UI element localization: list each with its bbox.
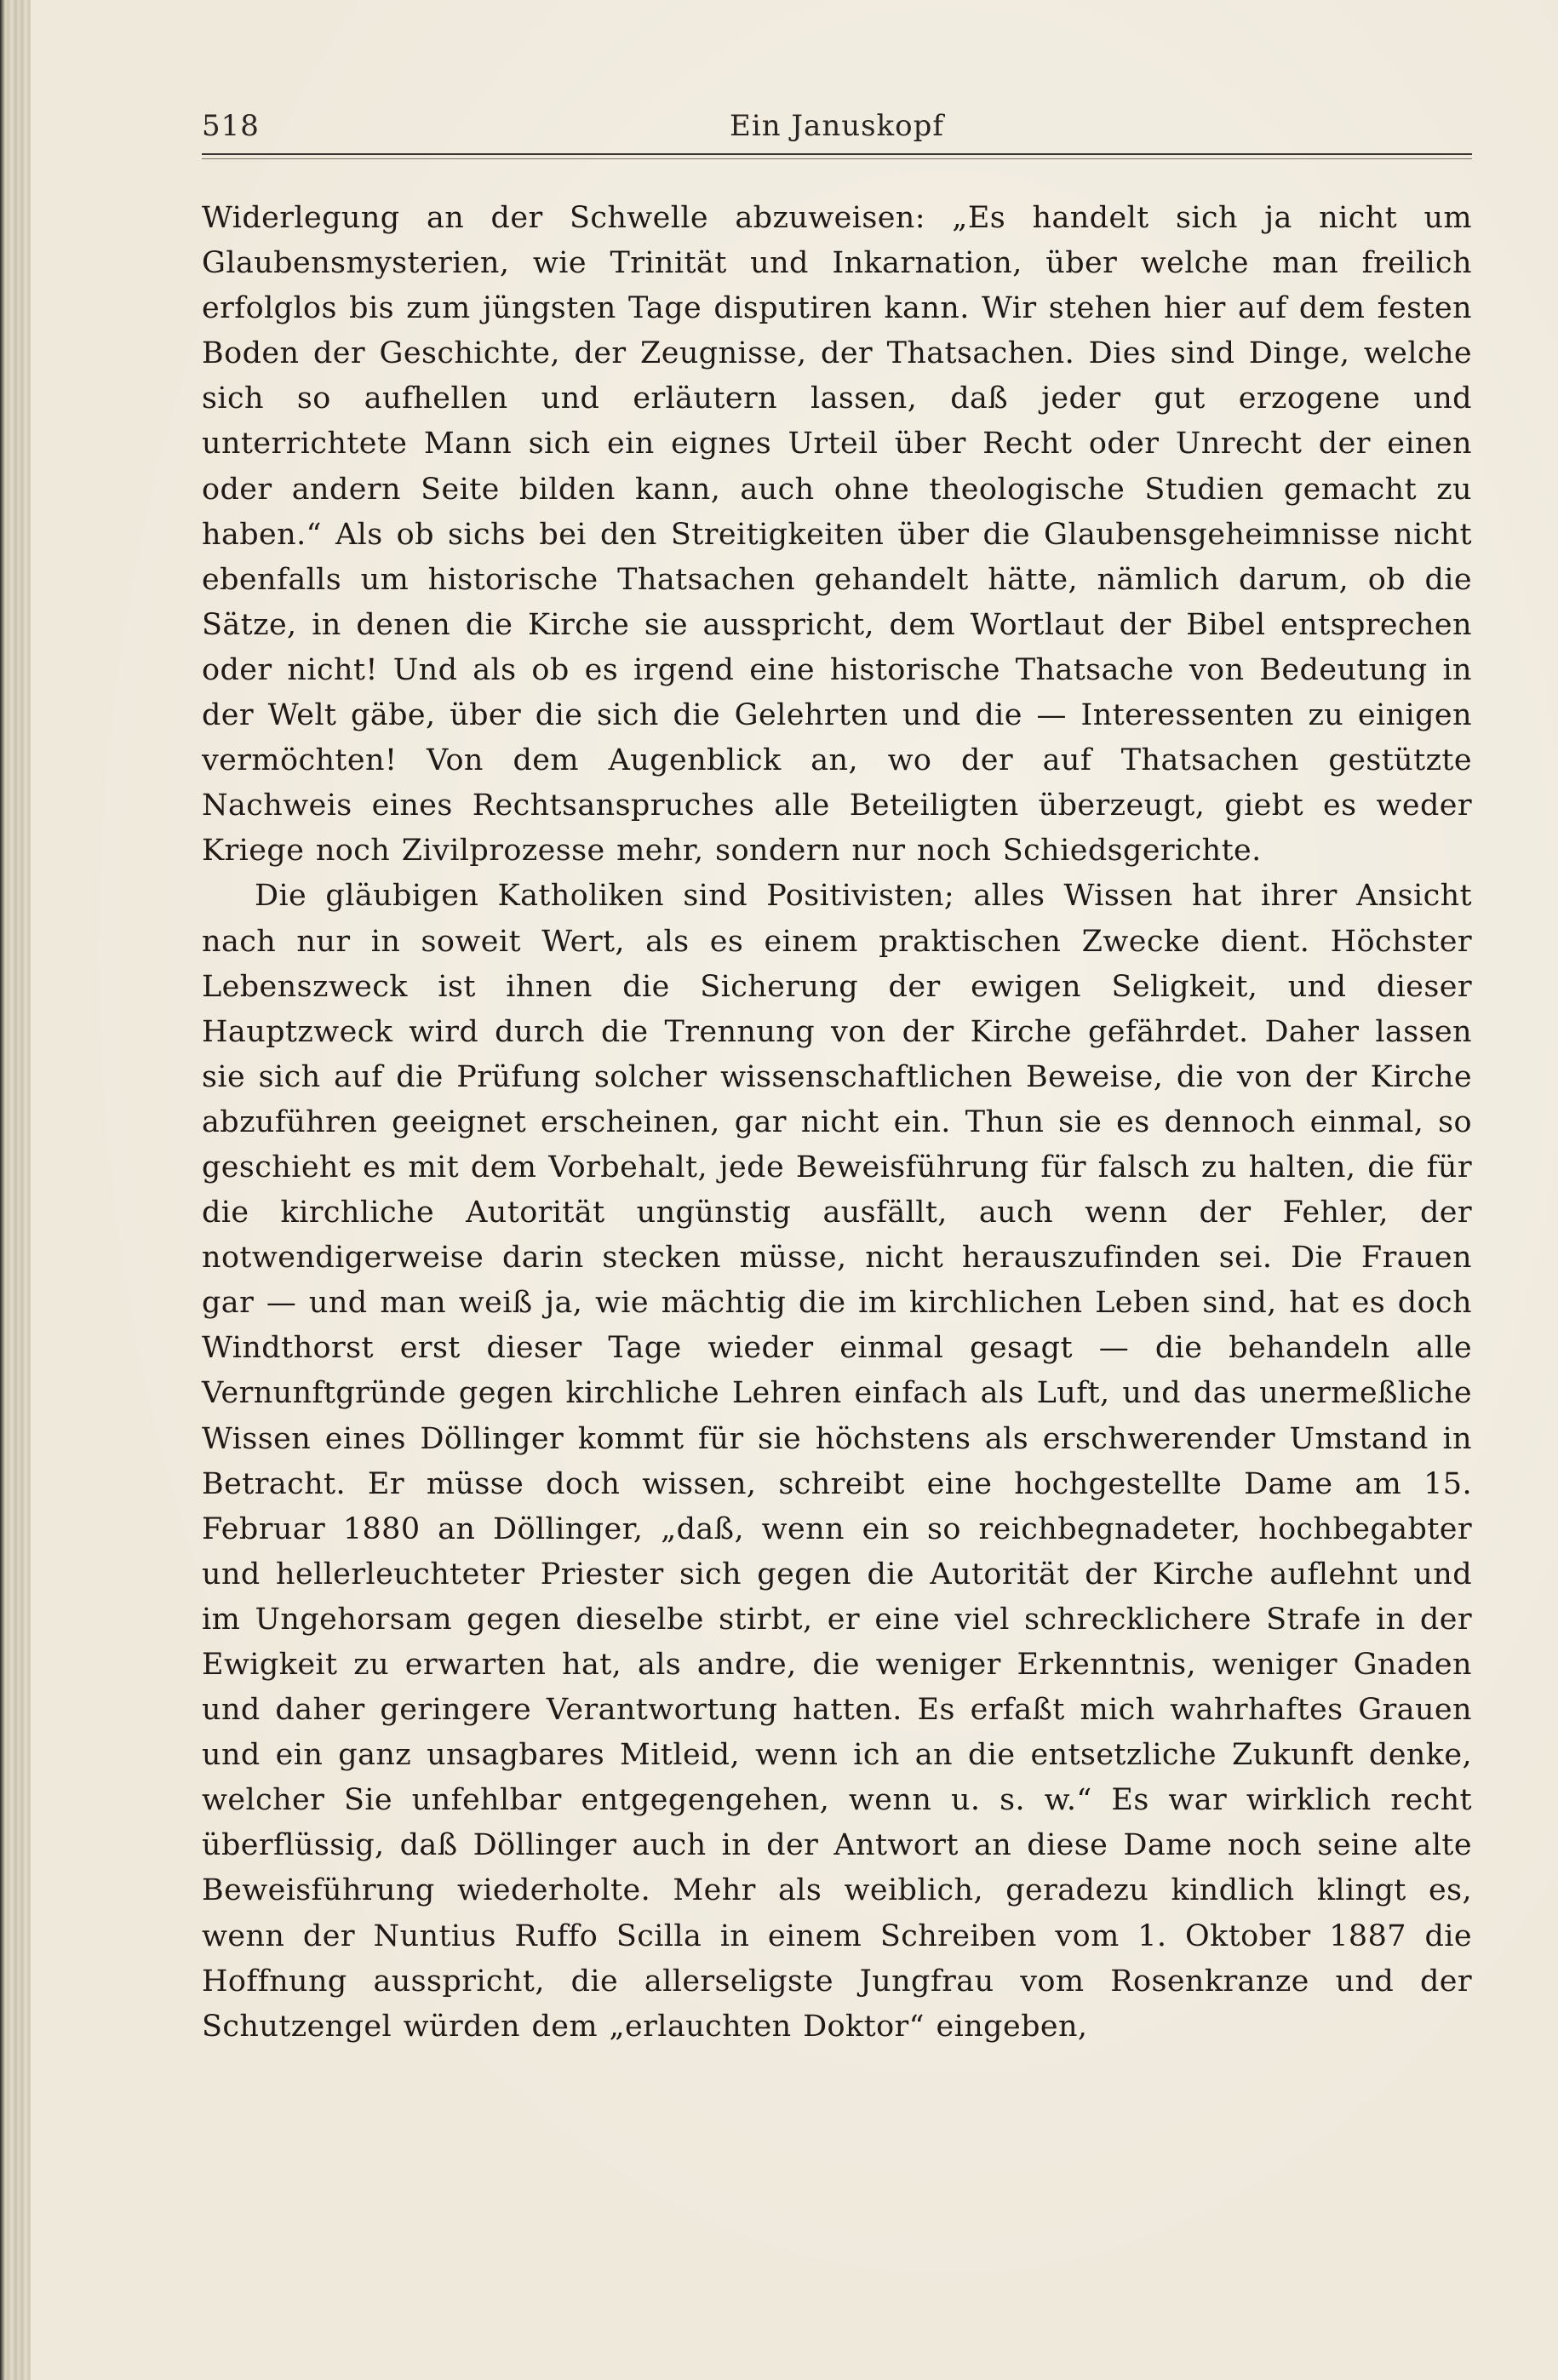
paragraph: Widerlegung an der Schwelle abzuweisen: „Es handelt sich ja nicht um Glaubensmysterien, wie Trinität und Inkarnation, über welche man freilich erfolglos bis zum jüngsten Tage disputiren kann. Wir stehen hier auf dem festen Boden der Geschichte, der Zeugnisse, der Thatsachen. Dies sind Dinge, welche sich so aufhellen und erläutern lassen, daß jeder gut erzogene und unterrichtete Mann sich ein eignes Urteil über Recht oder Unrecht der einen oder andern Seite bilden kann, auch ohne theologische Studien gemacht zu haben.“ Als ob sichs bei den Streitigkeiten über die Glaubensgeheimnisse nicht ebenfalls um historische Thatsachen gehandelt hätte, nämlich darum, ob die Sätze, in denen die Kirche sie ausspricht, dem Wortlaut der Bibel entsprechen oder nicht! Und als ob es irgend eine historische Thatsache von Bedeutung in der Welt gäbe, über die sich die Gelehrten und die — Interessenten zu einigen vermöchten! Von dem Augenblick an, wo der auf Thatsachen gestützte Nachweis eines Rechtsanspruches alle Beteiligten überzeugt, giebt es weder Kriege noch Zivilprozesse mehr, sondern nur noch Schiedsgerichte. [202, 201, 1472, 869]
book-page [31, 0, 1558, 2380]
page-number: 518 [202, 109, 260, 143]
running-title: Ein Januskopf [730, 109, 944, 143]
paragraph: Die gläubigen Katholiken sind Positivisten; alles Wissen hat ihrer Ansicht nach nur in soweit Wert, als es einem praktischen Zwecke dient. Höchster Lebenszweck ist ihnen die Sicherung der ewigen Seligkeit, und dieser Hauptzweck wird durch die Trennung von der Kirche gefährdet. Daher lassen sie sich auf die Prüfung solcher wissenschaftlichen Beweise, die von der Kirche abzuführen geeignet erscheinen, gar nicht ein. Thun sie es dennoch einmal, so geschieht es mit dem Vorbehalt, jede Beweisführung für falsch zu halten, die für die kirchliche Autorität ungünstig ausfällt, auch wenn der Fehler, der notwendigerweise darin stecken müsse, nicht herauszufinden sei. Die Frauen gar — und man weiß ja, wie mächtig die im kirchlichen Leben sind, hat es doch Windthorst erst dieser Tage wieder einmal gesagt — die behandeln alle Vernunftgründe gegen kirchliche Lehren einfach als Luft, und das unermeßliche Wissen eines Döllinger kommt für sie höchstens als erschwerender Umstand in Betracht. Er müsse doch wissen, schreibt eine hochgestellte Dame am 15. Februar 1880 an Döllinger, „daß, wenn ein so reichbegnadeter, hochbegabter und hellerleuchteter Priester sich gegen die Autorität der Kirche auflehnt und im Ungehorsam gegen dieselbe stirbt, er eine viel schrecklichere Strafe in der Ewigkeit zu erwarten hat, als andre, die weniger Erkenntnis, weniger Gnaden und daher geringere Verantwortung hatten. Es erfaßt mich wahrhaftes Grauen und ein ganz unsagbares Mitleid, wenn ich an die entsetzliche Zukunft denke, welcher Sie unfehlbar entgegengehen, wenn u. s. w.“ Es war wirklich recht überflüssig, daß Döllinger auch in der Antwort an diese Dame noch seine alte Beweisführung wiederholte. Mehr als weiblich, geradezu kindlich klingt es, wenn der Nuntius Ruffo Scilla in einem Schreiben vom 1. Oktober 1887 die Hoffnung ausspricht, die allerseligste Jungfrau vom Rosenkranze und der Schutzengel würden dem „erlauchten Doktor“ eingeben, [202, 879, 1472, 2044]
header-rule-thin [202, 158, 1472, 159]
page-header [202, 102, 1472, 155]
page-edge-stack [0, 0, 34, 2380]
page-content [202, 102, 1472, 2044]
body-text [202, 196, 1472, 2050]
header-rule [202, 153, 1472, 155]
